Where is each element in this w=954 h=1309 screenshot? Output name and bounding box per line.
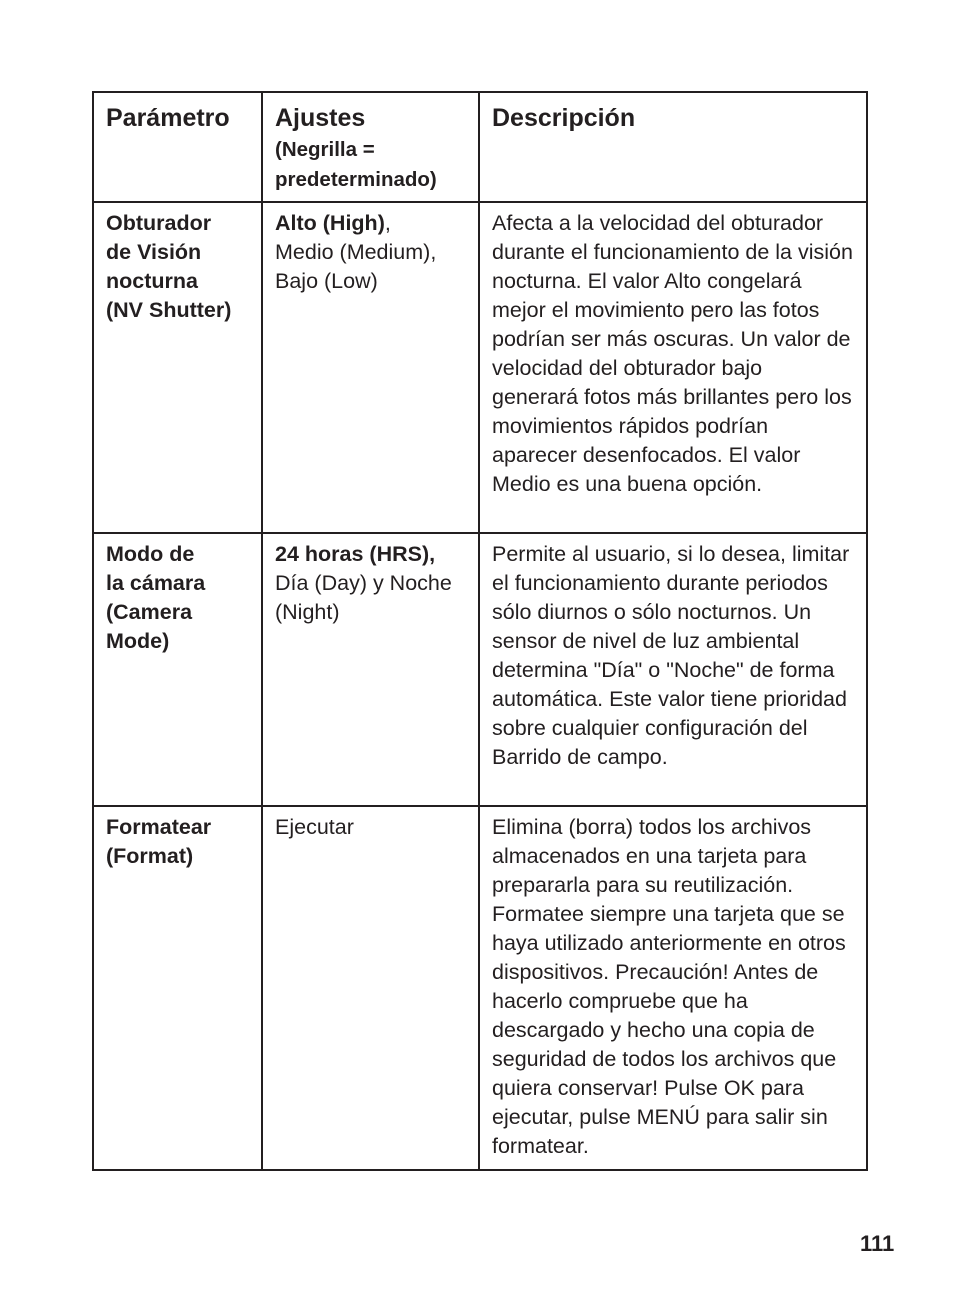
setting-options: Día (Day) y Noche (Night)	[275, 571, 452, 624]
table-row	[93, 202, 867, 533]
settings-cell	[262, 806, 479, 1170]
param-name: Formatear (Format)	[106, 815, 212, 868]
setting-default: 24 horas (HRS),	[275, 542, 436, 566]
description-cell	[479, 806, 867, 1170]
setting-options: , Medio (Medium), Bajo (Low)	[275, 211, 437, 293]
table-header-row	[93, 92, 867, 202]
param-cell	[93, 533, 262, 806]
header-ajustes-label: Ajustes	[275, 104, 366, 132]
param-name: Modo de la cámara (Camera Mode)	[106, 542, 206, 653]
header-ajustes-note: (Negrilla = predeterminado)	[275, 138, 437, 191]
header-ajustes	[262, 92, 479, 202]
description-text: Elimina (borra) todos los archivos almacenados en una tarjeta para prepararla para su reutilización. Formatee siempre una tarjeta que se haya utilizado anteriormente en otros dispositivos. Precaución! Antes de hacerlo compruebe que ha descargado y hecho una copia de seguridad de todos los archivos que quiera conservar! Pulse OK para ejecutar, pulse MENÚ para salir sin formatear.	[492, 815, 846, 1158]
setting-default: Alto (High)	[275, 211, 385, 235]
param-cell	[93, 202, 262, 533]
header-descripcion	[479, 92, 867, 202]
header-parametro-label: Parámetro	[106, 104, 230, 132]
settings-cell	[262, 202, 479, 533]
description-text: Afecta a la velocidad del obturador durante el funcionamiento de la visión nocturna. El valor Alto congelará mejor el movimiento pero las fotos podrían ser más oscuras. Un valor de velocidad del obturador bajo generará fotos más brillantes pero los movimientos rápidos podrían aparecer desenfocados. El valor Medio es una buena opción.	[492, 211, 853, 496]
description-text: Permite al usuario, si lo desea, limitar el funcionamiento durante periodos sólo diurnos o sólo nocturnos. Un sensor de nivel de luz ambiental determina "Día" o "Noche" de forma automática. Este valor tiene prioridad sobre cualquier configuración del Barrido de campo.	[492, 542, 850, 769]
parameter-table	[92, 91, 868, 1171]
table-row	[93, 806, 867, 1170]
header-parametro	[93, 92, 262, 202]
param-name: Obturador de Visión nocturna (NV Shutter)	[106, 211, 232, 322]
param-cell	[93, 806, 262, 1170]
table-row	[93, 533, 867, 806]
page-number: 111	[860, 1231, 895, 1256]
header-descripcion-label: Descripción	[492, 104, 636, 132]
description-cell	[479, 202, 867, 533]
setting-options: Ejecutar	[275, 815, 354, 839]
description-cell	[479, 533, 867, 806]
settings-cell	[262, 533, 479, 806]
